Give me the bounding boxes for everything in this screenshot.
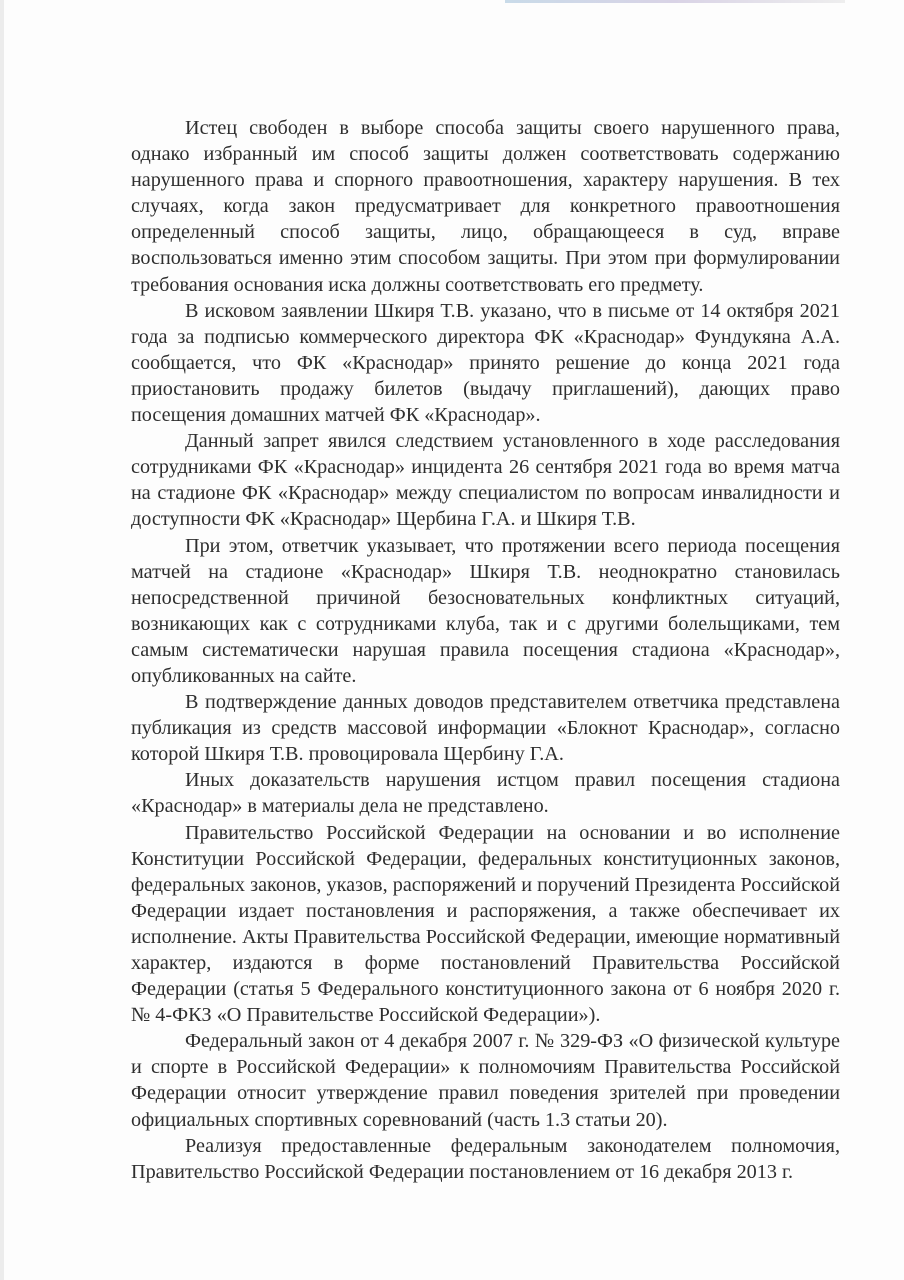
paragraph-government-resolution: Реализуя предоставленные федеральным законодателем полномочия, Правительство Российской Федерации постановлением от 16 декабря 2013 г.	[131, 1134, 840, 1183]
scan-artifact	[505, 0, 845, 3]
paragraph-federal-law-329: Федеральный закон от 4 декабря 2007 г. № 329-ФЗ «О физической культуре и спорте в Российской Федерации» к полномочиям Правительства Российской Федерации относит утверждение правил поведения зрителей при проведении официальных спортивных соревнований (часть 1.3 статьи 20).	[131, 1030, 840, 1131]
paragraph-claim-letter: В исковом заявлении Шкиря Т.В. указано, что в письме от 14 октября 2021 года за подписью коммерческого директора ФК «Краснодар» Фундукяна А.А. сообщается, что ФК «Краснодар» принято решение до конца 2021 года приостановить продажу билетов (выдачу приглашений), дающих право посещения домашних матчей ФК «Краснодар».	[131, 299, 840, 427]
document-body	[131, 115, 840, 1185]
paragraph-government-acts: Правительство Российской Федерации на основании и во исполнение Конституции Российской Федерации, федеральных конституционных законов, федеральных законов, указов, распоряжений и поручений Президента Российской Федерации издает постановления и распоряжения, а также обеспечивает их исполнение. Акты Правительства Российской Федерации, имеющие нормативный характер, издаются в форме постановлений Правительства Российской Федерации (статья 5 Федерального конституционного закона от 6 ноября 2020 г. № 4-ФКЗ «О Правительстве Российской Федерации»).	[131, 821, 840, 1027]
scan-edge	[0, 0, 4, 1280]
paragraph-ban-incident: Данный запрет явился следствием установленного в ходе расследования сотрудниками ФК «Краснодар» инцидента 26 сентября 2021 года во время матча на стадионе ФК «Краснодар» между специалистом по вопросам инвалидности и доступности ФК «Краснодар» Щербина Г.А. и Шкиря Т.В.	[131, 430, 840, 531]
paragraph-remedy-choice: Истец свободен в выборе способа защиты своего нарушенного права, однако избранный им способ защиты должен соответствовать содержанию нарушенного права и спорного правоотношения, характеру нарушения. В тех случаях, когда закон предусматривает для конкретного правоотношения определенный способ защиты, лицо, обращающееся в суд, вправе воспользоваться именно этим способом защиты. При этом при формулировании требования основания иска должны соответствовать его предмету.	[131, 117, 840, 296]
paragraph-defendant-position: При этом, ответчик указывает, что протяжении всего периода посещения матчей на стадионе «Краснодар» Шкиря Т.В. неоднократно становилась непосредственной причиной безосновательных конфликтных ситуаций, возникающих как с сотрудниками клуба, так и с другими болельщиками, тем самым систематически нарушая правила посещения стадиона «Краснодар», опубликованных на сайте.	[131, 534, 840, 687]
paragraph-evidence-publication: В подтверждение данных доводов представителем ответчика представлена публикация из средств массовой информации «Блокнот Краснодар», согласно которой Шкиря Т.В. провоцировала Щербину Г.А.	[131, 691, 840, 766]
paragraph-no-other-evidence: Иных доказательств нарушения истцом правил посещения стадиона «Краснодар» в материалы дела не представлено.	[131, 769, 840, 818]
